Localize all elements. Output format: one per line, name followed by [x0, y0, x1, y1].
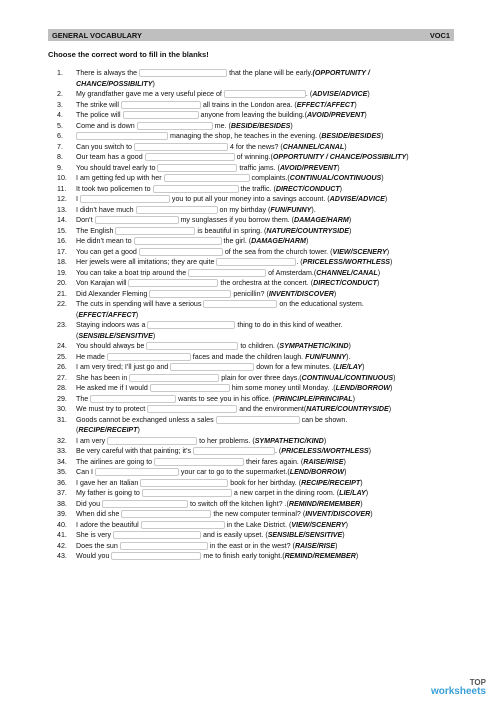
- sentence-line: We must try to protect and the environment(NATURE/COUNTRYSIDE): [76, 405, 392, 413]
- item-number: 30.: [57, 405, 67, 413]
- title-bar: [48, 29, 454, 41]
- item-number: 43.: [57, 552, 67, 560]
- exercise-item: [57, 142, 457, 153]
- sentence-line: Would you me to finish early tonight.(REMIND/REMEMBER): [76, 552, 359, 560]
- sentence-line: You should travel early to traffic jams. (AVOID/PREVENT): [76, 163, 340, 172]
- exercise-item: [57, 383, 457, 394]
- answer-blank[interactable]: [76, 132, 168, 140]
- exercise-item: [57, 415, 457, 436]
- worksheet-title: GENERAL VOCABULARY: [52, 30, 142, 40]
- exercise-item: [57, 404, 457, 415]
- brand-logo: [431, 678, 486, 696]
- item-number: 11.: [57, 184, 67, 193]
- item-number: 17.: [57, 247, 67, 256]
- item-sentence: [76, 278, 457, 289]
- answer-blank[interactable]: [139, 248, 223, 256]
- exercise-item: [57, 394, 457, 405]
- item-number: 15.: [57, 226, 67, 235]
- item-sentence: [76, 530, 457, 541]
- item-sentence: [76, 163, 457, 174]
- sentence-line: The airlines are going to their fares again. (RAISE/RISE): [76, 457, 346, 466]
- exercise-item: [57, 541, 457, 552]
- item-sentence: [76, 320, 457, 341]
- answer-blank[interactable]: [224, 90, 306, 98]
- exercise-item: [57, 289, 457, 300]
- word-options: VIEW/SCENERY: [332, 247, 387, 256]
- item-sentence: [76, 173, 457, 184]
- answer-blank[interactable]: [145, 153, 235, 161]
- item-number: 7.: [57, 142, 63, 151]
- item-number: 42.: [57, 541, 67, 550]
- sentence-line: You should always be to children. (SYMPATHETIC/KIND): [76, 342, 351, 350]
- answer-blank[interactable]: [134, 143, 228, 151]
- exercise-item: [57, 226, 457, 237]
- exercise-item: [57, 499, 457, 510]
- answer-blank[interactable]: [154, 458, 244, 466]
- item-number: 16.: [57, 237, 67, 245]
- word-options: RECIPE/RECEIPT: [78, 426, 138, 434]
- item-number: 18.: [57, 258, 67, 266]
- sentence-line: I gave her an Italian book for her birthday. (RECIPE/RECEIPT): [76, 478, 363, 487]
- answer-blank[interactable]: [147, 405, 237, 413]
- instructions: Choose the correct word to fill in the blanks!: [48, 50, 209, 59]
- item-number: 4.: [57, 111, 63, 119]
- item-sentence: [76, 478, 457, 489]
- exercise-item: [57, 152, 457, 163]
- item-sentence: [76, 541, 457, 552]
- word-options: BESIDE/BESIDES: [321, 132, 381, 140]
- item-number: 27.: [57, 373, 67, 382]
- item-sentence: [76, 68, 457, 89]
- item-number: 35.: [57, 468, 67, 476]
- exercise-item: [57, 436, 457, 447]
- answer-blank[interactable]: [164, 174, 250, 182]
- word-options: SENSIBLE/SENSITIVE: [267, 531, 343, 539]
- word-options: SYMPATHETIC/KIND: [279, 342, 349, 350]
- sentence-line: Did Alexander Fleming penicillin? (INVENT/DISCOVER): [76, 289, 337, 298]
- item-number: 29.: [57, 394, 67, 403]
- word-options: PRICELESS/WORTHLESS: [302, 258, 391, 266]
- item-number: 23.: [57, 321, 67, 329]
- sentence-line: (SENSIBLE/SENSITIVE): [76, 331, 156, 340]
- item-sentence: [76, 352, 457, 363]
- sentence-line: Goods cannot be exchanged unless a sales can be shown.: [76, 415, 348, 424]
- item-sentence: [76, 499, 457, 510]
- item-number: 38.: [57, 499, 67, 508]
- exercise-item: [57, 373, 457, 384]
- sentence-line: The wants to see you in his office. (PRINCIPLE/PRINCIPAL): [76, 394, 355, 403]
- sentence-line: Does the sun in the east or in the west? (RAISE/RISE): [76, 541, 338, 550]
- sentence-line: The strike will all trains in the London area. (EFFECT/AFFECT): [76, 100, 357, 109]
- answer-blank[interactable]: [113, 531, 201, 539]
- exercise-item: [57, 173, 457, 184]
- word-options: PRINCIPLE/PRINCIPAL: [275, 394, 353, 403]
- word-options: NATURE/COUNTRYSIDE: [266, 226, 349, 235]
- sentence-line: He didn’t mean to the girl. (DAMAGE/HARM): [76, 237, 309, 245]
- item-sentence: [76, 268, 457, 279]
- item-sentence: [76, 373, 457, 384]
- word-options: ADVISE/ADVICE: [312, 90, 368, 98]
- sentence-line: She is very and is easily upset. (SENSIBLE/SENSITIVE): [76, 531, 345, 539]
- item-sentence: [76, 404, 457, 415]
- item-sentence: [76, 509, 457, 520]
- sentence-line: Come and is down me. (BESIDE/BESIDES): [76, 121, 293, 130]
- answer-blank[interactable]: [141, 521, 225, 529]
- answer-blank[interactable]: [102, 500, 188, 508]
- answer-blank[interactable]: [121, 101, 201, 109]
- answer-blank[interactable]: [188, 269, 266, 277]
- item-number: 39.: [57, 510, 67, 518]
- exercise-item: [57, 121, 457, 132]
- word-options: EFFECT/AFFECT: [78, 310, 136, 319]
- word-options: (OPPORTUNITY /: [312, 69, 370, 77]
- item-number: 22.: [57, 300, 67, 308]
- word-options: DAMAGE/HARM: [251, 237, 306, 245]
- exercise-item: [57, 478, 457, 489]
- answer-blank[interactable]: [137, 122, 213, 130]
- sentence-line: (EFFECT/AFFECT): [76, 310, 139, 319]
- exercise-item: [57, 215, 457, 226]
- answer-blank[interactable]: [111, 552, 201, 560]
- sentence-line: You can take a boat trip around the of Amsterdam.(CHANNEL/CANAL): [76, 268, 381, 277]
- word-options: PRICELESS/WORTHLESS: [281, 447, 369, 455]
- sentence-line: I am getting fed up with her complaints.(CONTINUAL/CONTINUOUS): [76, 174, 384, 182]
- word-options: REMIND/REMEMBER: [288, 499, 361, 508]
- item-sentence: [76, 236, 457, 247]
- worksheet-code: VOC1: [429, 30, 450, 40]
- answer-blank[interactable]: [129, 374, 219, 382]
- answer-blank[interactable]: [216, 416, 300, 424]
- item-number: 26.: [57, 363, 67, 371]
- word-options: LEND/BORROW: [289, 468, 345, 476]
- item-sentence: [76, 520, 457, 531]
- answer-blank[interactable]: [150, 384, 230, 392]
- sentence-line: Her jewels were all imitations; they are quite . (PRICELESS/WORTHLESS): [76, 258, 393, 266]
- sentence-line: The cuts in spending will have a serious on the educational system.: [76, 300, 364, 308]
- sentence-line: The English is beautiful in spring. (NATURE/COUNTRYSIDE): [76, 226, 352, 235]
- item-number: 3.: [57, 100, 63, 109]
- item-number: 21.: [57, 289, 67, 298]
- word-options: LIE/LAY: [335, 363, 363, 371]
- item-sentence: [76, 121, 457, 132]
- exercise-item: [57, 362, 457, 373]
- word-options: VIEW/SCENERY: [291, 520, 346, 529]
- word-options: AVOID/PREVENT: [306, 111, 365, 119]
- item-number: 28.: [57, 384, 67, 392]
- item-sentence: [76, 226, 457, 237]
- word-options: CHANNEL/CANAL: [282, 142, 345, 151]
- exercise-list: [57, 68, 457, 562]
- exercise-item: [57, 205, 457, 216]
- sentence-line: CHANCE/POSSIBILITY): [76, 79, 155, 88]
- item-sentence: [76, 100, 457, 111]
- exercise-item: [57, 163, 457, 174]
- sentence-line: He made faces and made the children laugh. FUN/FUNNY).: [76, 352, 351, 361]
- item-number: 19.: [57, 268, 67, 277]
- answer-blank[interactable]: [90, 395, 176, 403]
- item-number: 9.: [57, 163, 63, 172]
- answer-blank[interactable]: [134, 237, 222, 245]
- sentence-line: He asked me if I would him some money until Monday. .(LEND/BORROW): [76, 384, 393, 392]
- word-options: RAISE/RISE: [303, 457, 344, 466]
- sentence-line: I you to put all your money into a savings account. (ADVISE/ADVICE): [76, 195, 388, 203]
- word-options: SYMPATHETIC/KIND: [254, 436, 324, 445]
- sentence-line: managing the shop, he teaches in the evening. (BESIDE/BESIDES): [76, 131, 457, 142]
- exercise-item: [57, 110, 457, 121]
- answer-blank[interactable]: [170, 363, 254, 371]
- item-number: 10.: [57, 174, 67, 182]
- word-options: RAISE/RISE: [294, 541, 336, 550]
- item-sentence: [76, 289, 457, 300]
- item-sentence: [76, 446, 457, 457]
- item-sentence: [76, 299, 457, 320]
- item-number: 40.: [57, 520, 67, 529]
- answer-blank[interactable]: [136, 206, 218, 214]
- word-options: ADVISE/ADVICE: [329, 195, 385, 203]
- item-sentence: [76, 383, 457, 394]
- sentence-line: My grandfather gave me a very useful piece of . (ADVISE/ADVICE): [76, 90, 370, 98]
- answer-blank[interactable]: [193, 447, 275, 455]
- answer-blank[interactable]: [153, 185, 239, 193]
- item-sentence: [76, 467, 457, 478]
- item-sentence: [76, 184, 457, 195]
- word-options: CONTINUAL/CONTINUOUS: [289, 174, 382, 182]
- item-number: 12.: [57, 195, 67, 203]
- exercise-item: [57, 467, 457, 478]
- word-options: EFFECT/AFFECT: [296, 100, 355, 109]
- item-number: 32.: [57, 436, 67, 445]
- exercise-item: [57, 352, 457, 363]
- word-options: CHANCE/POSSIBILITY: [76, 79, 153, 88]
- word-options: BESIDE/BESIDES: [230, 121, 291, 130]
- item-number: 20.: [57, 279, 67, 287]
- word-options: FUN/FUNNY: [270, 205, 312, 214]
- exercise-item: [57, 100, 457, 111]
- sentence-line: My father is going to a new carpet in the dining room. (LIE/LAY): [76, 489, 369, 497]
- sentence-line: Can I your car to go to the supermarket.(LEND/BORROW): [76, 468, 347, 476]
- exercise-item: [57, 131, 457, 142]
- item-number: 14.: [57, 216, 67, 224]
- exercise-item: [57, 89, 457, 100]
- answer-blank[interactable]: [80, 195, 170, 203]
- sentence-line: She has been in plain for over three days.(CONTINUAL/CONTINUOUS): [76, 373, 396, 382]
- item-sentence: [76, 488, 457, 499]
- item-number: 13.: [57, 205, 67, 214]
- word-options: OPPORTUNITY / CHANCE/POSSIBILITY: [272, 153, 407, 161]
- answer-blank[interactable]: [120, 542, 208, 550]
- answer-blank[interactable]: [95, 216, 179, 224]
- word-options: AVOID/PREVENT: [279, 163, 338, 172]
- sentence-line: Did you to switch off the kitchen light? .(REMIND/REMEMBER): [76, 499, 363, 508]
- word-options: DIRECT/CONDUCT: [275, 184, 340, 193]
- item-number: 33.: [57, 447, 67, 455]
- answer-blank[interactable]: [216, 258, 296, 266]
- word-options: NATURE/COUNTRYSIDE: [306, 405, 389, 413]
- item-number: 24.: [57, 342, 67, 350]
- sentence-line: I adore the beautiful in the Lake District. (VIEW/SCENERY): [76, 520, 348, 529]
- sentence-line: There is always the that the plane will be early.(OPPORTUNITY /: [76, 69, 370, 77]
- exercise-item: [57, 457, 457, 468]
- sentence-line: It took two policemen to the traffic. (DIRECT/CONDUCT): [76, 184, 343, 193]
- item-number: 8.: [57, 153, 63, 161]
- sentence-line: I am very tired; I’ll just go and down for a few minutes. (LIE/LAY): [76, 363, 365, 371]
- item-number: 25.: [57, 352, 67, 361]
- item-number: 31.: [57, 415, 67, 424]
- sentence-line: Can you switch to 4 for the news? (CHANNEL/CANAL): [76, 142, 347, 151]
- answer-blank[interactable]: [123, 111, 199, 119]
- exercise-item: [57, 509, 457, 520]
- exercise-item: [57, 278, 457, 289]
- item-sentence: [76, 362, 457, 373]
- word-options: LEND/BORROW: [335, 384, 391, 392]
- item-number: 36.: [57, 478, 67, 487]
- exercise-item: [57, 488, 457, 499]
- answer-blank[interactable]: [128, 279, 218, 287]
- item-sentence: [76, 341, 457, 352]
- item-number: 2.: [57, 90, 63, 98]
- answer-blank[interactable]: [95, 468, 179, 476]
- item-number: 34.: [57, 457, 67, 466]
- sentence-line: (RECIPE/RECEIPT): [76, 426, 140, 434]
- exercise-item: [57, 184, 457, 195]
- word-options: SENSIBLE/SENSITIVE: [78, 331, 153, 340]
- word-options: DAMAGE/HARM: [294, 216, 349, 224]
- answer-blank[interactable]: [121, 510, 211, 518]
- exercise-item: [57, 247, 457, 258]
- word-options: FUN/FUNNY: [305, 352, 347, 361]
- exercise-item: [57, 320, 457, 341]
- item-number: 5.: [57, 121, 63, 130]
- word-options: LIE/LAY: [339, 489, 366, 497]
- sentence-line: Staying indoors was a thing to do in this kind of weather.: [76, 321, 343, 329]
- sentence-line: I didn’t have much on my birthday (FUN/FUNNY).: [76, 205, 316, 214]
- sentence-line: The police will anyone from leaving the building.(AVOID/PREVENT): [76, 111, 367, 119]
- word-options: DIRECT/CONDUCT: [313, 279, 377, 287]
- item-sentence: [76, 415, 457, 436]
- item-sentence: [76, 194, 457, 205]
- word-options: CONTINUAL/CONTINUOUS: [301, 373, 394, 382]
- exercise-item: [57, 194, 457, 205]
- exercise-item: [57, 299, 457, 320]
- word-options: RECIPE/RECEIPT: [301, 478, 361, 487]
- answer-blank[interactable]: [142, 489, 232, 497]
- item-number: 41.: [57, 531, 67, 539]
- word-options: REMIND/REMEMBER: [284, 552, 356, 560]
- answer-blank[interactable]: [146, 342, 238, 350]
- word-options: INVENT/DISCOVER: [268, 289, 334, 298]
- exercise-item: [57, 530, 457, 541]
- item-number: 6.: [57, 132, 63, 140]
- answer-blank[interactable]: [147, 321, 235, 329]
- word-options: CHANNEL/CANAL: [316, 268, 378, 277]
- sentence-line: Our team has a good of winning.(OPPORTUNITY / CHANCE/POSSIBILITY): [76, 153, 409, 161]
- item-sentence: [76, 394, 457, 405]
- exercise-item: [57, 341, 457, 352]
- exercise-item: [57, 551, 457, 562]
- item-sentence: [76, 247, 457, 258]
- exercise-item: [57, 257, 457, 268]
- exercise-item: [57, 520, 457, 531]
- brand-top: TOP: [469, 678, 486, 687]
- sentence-line: Don’t my sunglasses if you borrow them. (DAMAGE/HARM): [76, 216, 352, 224]
- answer-blank[interactable]: [140, 479, 228, 487]
- item-sentence: [76, 89, 457, 100]
- word-options: INVENT/DISCOVER: [305, 510, 371, 518]
- answer-blank[interactable]: [157, 164, 237, 172]
- item-sentence: [76, 551, 457, 562]
- answer-blank[interactable]: [107, 353, 191, 361]
- item-number: 37.: [57, 489, 67, 497]
- sentence-line: When did she the new computer terminal? (INVENT/DISCOVER): [76, 510, 373, 518]
- exercise-item: [57, 68, 457, 89]
- answer-blank[interactable]: [203, 300, 277, 308]
- item-sentence: [76, 152, 457, 163]
- item-number: 1.: [57, 69, 63, 77]
- item-sentence: [76, 142, 457, 153]
- brand-bottom: worksheets: [430, 686, 486, 697]
- sentence-line: I am very to her problems. (SYMPATHETIC/KIND): [76, 436, 327, 445]
- sentence-line: Von Karajan will the orchestra at the concert. (DIRECT/CONDUCT): [76, 279, 380, 287]
- item-sentence: [76, 131, 457, 142]
- answer-blank[interactable]: [139, 69, 227, 77]
- item-sentence: [76, 457, 457, 468]
- exercise-item: [57, 236, 457, 247]
- exercise-item: [57, 446, 457, 457]
- item-sentence: [76, 257, 457, 268]
- item-sentence: [76, 110, 457, 121]
- exercise-item: [57, 268, 457, 279]
- answer-blank[interactable]: [115, 227, 195, 235]
- answer-blank[interactable]: [107, 437, 197, 445]
- sentence-line: You can get a good of the sea from the church tower. (VIEW/SCENERY): [76, 247, 390, 256]
- item-sentence: [76, 205, 457, 216]
- answer-blank[interactable]: [149, 290, 231, 298]
- item-sentence: [76, 215, 457, 226]
- item-sentence: [76, 436, 457, 447]
- sentence-line: Be very careful with that painting; it’s . (PRICELESS/WORTHLESS): [76, 447, 372, 455]
